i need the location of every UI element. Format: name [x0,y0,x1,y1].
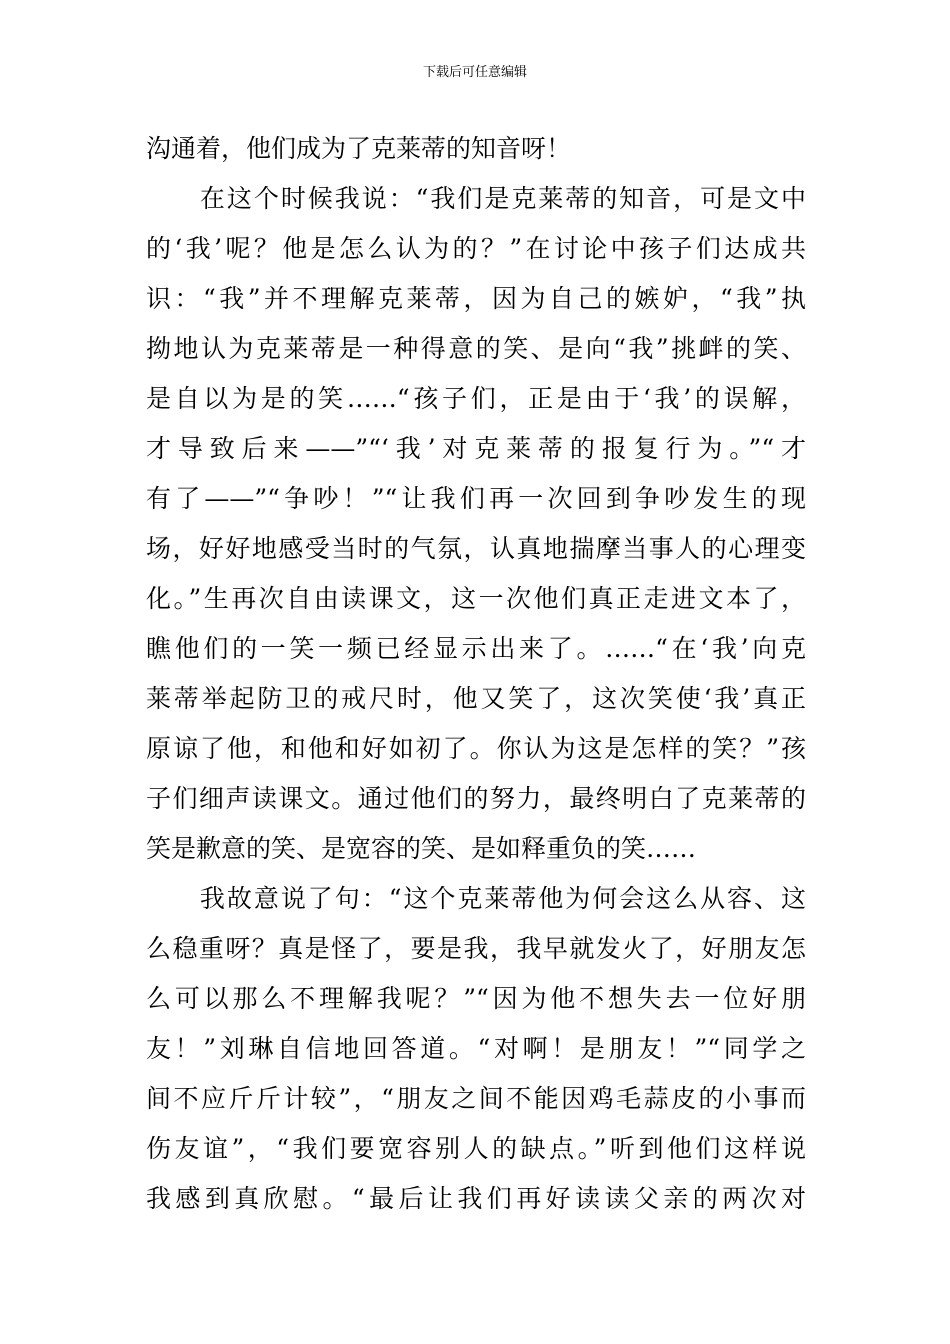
text-line: 沟通着，他们成为了克莱蒂的知音呀！ [146,134,572,163]
text-line: 拗地认为克莱蒂是一种得意的笑、是向“我”挑衅的笑、 [146,334,806,363]
text-line: 是自以为是的笑……“孩子们，正是由于‘我’的误解， [146,384,806,413]
text-line: 识：“我”并不理解克莱蒂，因为自己的嫉妒，“我”执 [146,284,806,313]
page-header: 下载后可任意编辑 [422,65,527,80]
text-line: 伤友谊”，“我们要宽容别人的缺点。”听到他们这样说 [146,1134,806,1163]
text-line: 莱蒂举起防卫的戒尺时，他又笑了，这次笑使‘我’真正 [146,684,806,713]
text-line: 笑是歉意的笑、是宽容的笑、是如释重负的笑…… [146,834,697,863]
text-line: 么可以那么不理解我呢？”“因为他不想失去一位好朋 [146,984,806,1013]
text-line: 化。”生再次自由读课文，这一次他们真正走进文本了， [146,584,806,613]
text-line: 我感到真欣慰。“最后让我们再好读读父亲的两次对 [146,1184,806,1213]
text-line: 子们细声读课文。通过他们的努力，最终明白了克莱蒂的 [146,784,806,813]
text-line: 原谅了他，和他和好如初了。你认为这是怎样的笑？”孩 [146,734,806,763]
text-line: 友！”刘琳自信地回答道。“对啊！是朋友！”“同学之 [146,1034,806,1063]
body-text [146,124,806,1224]
text-line: 我故意说了句：“这个克莱蒂他为何会这么从容、这 [146,884,806,913]
text-line: 么稳重呀？真是怪了，要是我，我早就发火了，好朋友怎 [146,934,806,963]
text-line: 间不应斤斤计较”，“朋友之间不能因鸡毛蒜皮的小事而 [146,1084,806,1113]
text-line: 场，好好地感受当时的气氛，认真地揣摩当事人的心理变 [146,534,806,563]
text-line: 的‘我’呢？他是怎么认为的？”在讨论中孩子们达成共 [146,234,806,263]
text-line: 才导致后来——”“‘我’对克莱蒂的报复行为。”“才 [146,434,806,463]
text-line: 有了——”“争吵！”“让我们再一次回到争吵发生的现 [146,484,806,513]
text-line: 在这个时候我说：“我们是克莱蒂的知音，可是文中 [146,184,806,213]
text-line: 瞧他们的一笑一频已经显示出来了。……“在‘我’向克 [146,634,806,663]
